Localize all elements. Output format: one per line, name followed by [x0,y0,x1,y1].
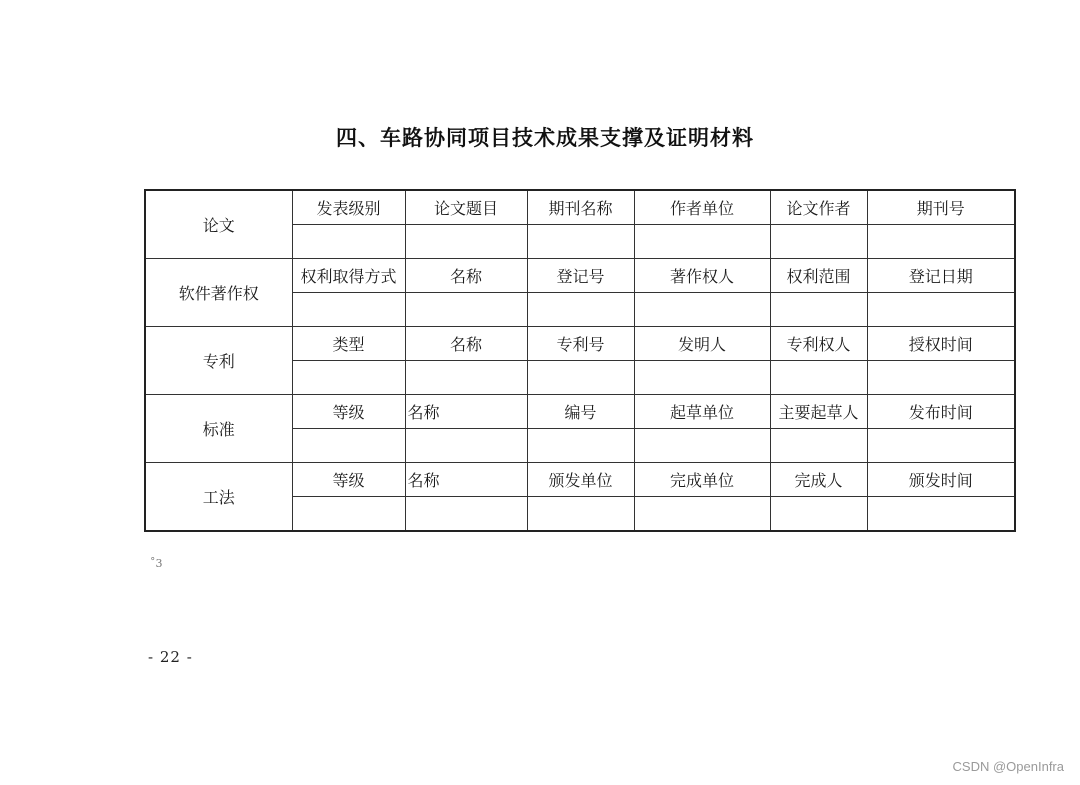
blank-cell [867,361,1015,395]
category-construction-method: 工法 [145,463,292,532]
blank-cell [527,293,634,327]
blank-cell [634,429,770,463]
blank-cell [770,497,867,532]
column-header: 权利取得方式 [292,259,405,293]
column-header: 作者单位 [634,190,770,225]
column-header: 登记日期 [867,259,1015,293]
column-header: 论文题目 [405,190,527,225]
column-header: 专利号 [527,327,634,361]
blank-cell [867,497,1015,532]
blank-cell [634,361,770,395]
column-header: 主要起草人 [770,395,867,429]
blank-cell [292,293,405,327]
blank-cell [770,429,867,463]
column-header: 名称 [405,327,527,361]
section-header-row-software-copyright [145,259,1015,293]
blank-cell [405,497,527,532]
section-header-row-standard [145,395,1015,429]
column-header: 期刊号 [867,190,1015,225]
category-paper: 论文 [145,190,292,259]
blank-cell [770,225,867,259]
blank-cell [867,429,1015,463]
blank-cell [405,361,527,395]
column-header: 发明人 [634,327,770,361]
blank-cell [527,225,634,259]
page-number: - 22 - [148,648,193,666]
blank-cell [292,361,405,395]
column-header: 完成人 [770,463,867,497]
section-header-row-paper [145,190,1015,225]
column-header: 完成单位 [634,463,770,497]
column-header: 等级 [292,463,405,497]
category-patent: 专利 [145,327,292,395]
column-header: 权利范围 [770,259,867,293]
blank-cell [292,429,405,463]
column-header: 发布时间 [867,395,1015,429]
blank-cell [770,361,867,395]
column-header: 颁发时间 [867,463,1015,497]
stray-scan-mark: ˚3 [150,557,163,570]
blank-cell [405,293,527,327]
page-title: 四、车路协同项目技术成果支撑及证明材料 [336,126,754,150]
category-software-copyright: 软件著作权 [145,259,292,327]
blank-cell [867,225,1015,259]
blank-cell [527,497,634,532]
section-header-row-construction-method [145,463,1015,497]
section-header-row-patent [145,327,1015,361]
blank-cell [634,225,770,259]
blank-cell [770,293,867,327]
blank-cell [634,293,770,327]
column-header: 类型 [292,327,405,361]
column-header: 授权时间 [867,327,1015,361]
column-header: 等级 [292,395,405,429]
column-header: 专利权人 [770,327,867,361]
column-header: 名称 [405,463,527,497]
column-header: 登记号 [527,259,634,293]
column-header: 编号 [527,395,634,429]
column-header: 著作权人 [634,259,770,293]
proof-materials-table [144,189,1016,532]
blank-cell [405,429,527,463]
blank-cell [292,225,405,259]
column-header: 论文作者 [770,190,867,225]
column-header: 名称 [405,259,527,293]
blank-cell [867,293,1015,327]
column-header: 发表级别 [292,190,405,225]
category-standard: 标准 [145,395,292,463]
blank-cell [405,225,527,259]
blank-cell [292,497,405,532]
column-header: 期刊名称 [527,190,634,225]
blank-cell [527,429,634,463]
blank-cell [634,497,770,532]
watermark: CSDN @OpenInfra [952,759,1064,774]
column-header: 颁发单位 [527,463,634,497]
column-header: 起草单位 [634,395,770,429]
column-header: 名称 [405,395,527,429]
blank-cell [527,361,634,395]
